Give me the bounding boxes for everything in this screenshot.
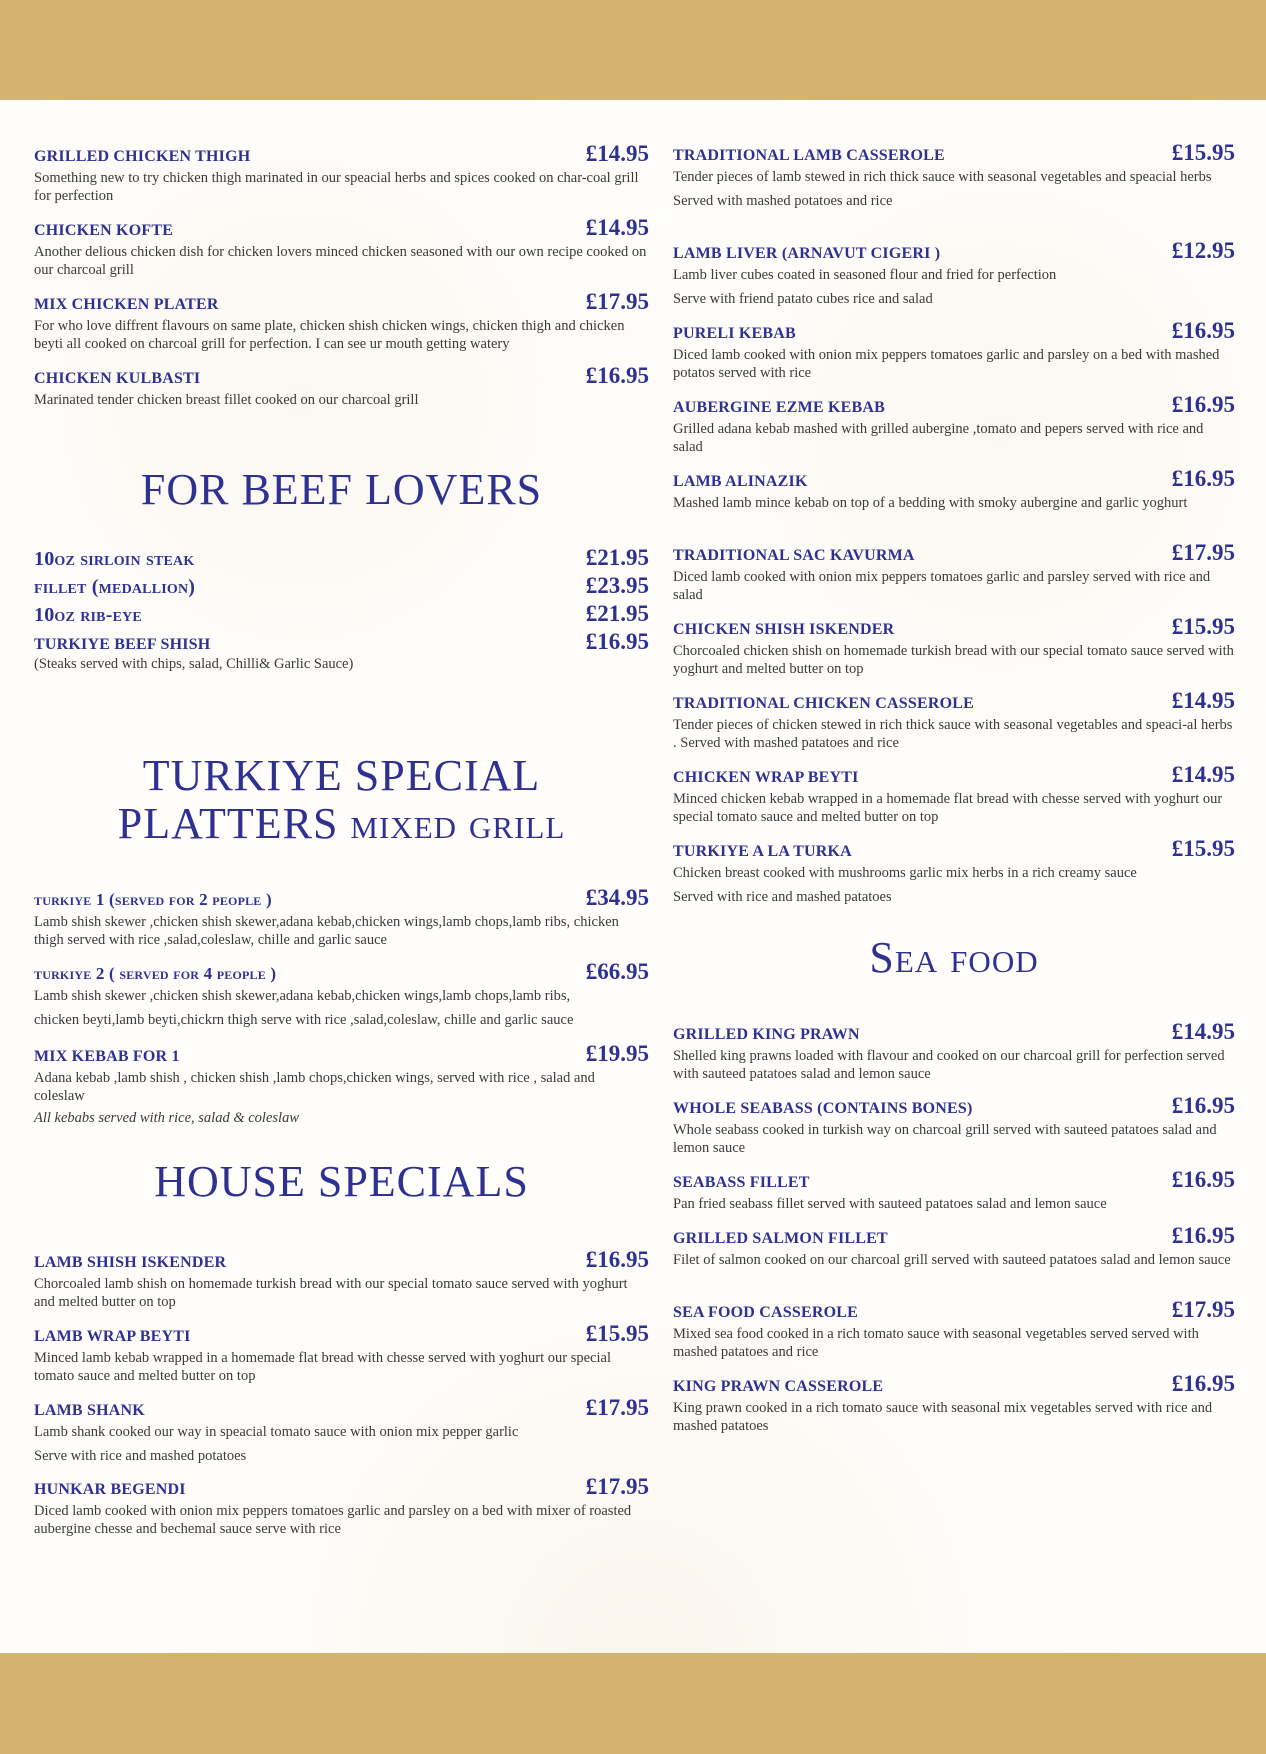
menu-item xyxy=(34,885,649,949)
menu-item xyxy=(34,1041,649,1105)
item-description: Tender pieces of lamb stewed in rich thick sauce with seasonal vegetables and speacial herbs xyxy=(673,169,1212,185)
item-price: £34.95 xyxy=(585,885,649,910)
item-description-extra: Served with rice and mashed patatoes xyxy=(673,889,892,905)
item-price: £16.95 xyxy=(585,629,649,654)
item-description: For who love diffrent flavours on same plate, chicken shish chicken wings, chicken thigh and chicken beyti all cooked on charcoal grill for perfection. I can see ur mouth getting watery xyxy=(34,318,625,352)
menu-item xyxy=(34,959,649,1029)
item-description: Whole seabass cooked in turkish way on charcoal grill served with sauteed patatoes salad and lemon sauce xyxy=(673,1122,1217,1156)
item-price: £15.95 xyxy=(1171,836,1235,861)
item-price: £15.95 xyxy=(1171,140,1235,165)
item-price: £14.95 xyxy=(1171,688,1235,713)
platters-title-line2a: PLATTERS xyxy=(117,799,339,849)
menu-item xyxy=(673,140,1235,210)
section-title-seafood: Sea food xyxy=(869,933,1039,982)
item-description: Grilled adana kebab mashed with grilled aubergine ,tomato and pepers served with rice and salad xyxy=(673,421,1204,455)
item-description-extra: chicken beyti,lamb beyti,chickrn thigh serve with rice ,salad,coleslaw, chille and garlic sauce xyxy=(34,1012,574,1028)
item-name: TRADITIONAL CHICKEN CASSEROLE xyxy=(673,695,974,712)
item-description: Lamb shank cooked our way in speacial tomato sauce with onion mix pepper garlic xyxy=(34,1424,519,1440)
menu-item xyxy=(673,466,1235,512)
item-name: GRILLED SALMON FILLET xyxy=(673,1230,888,1247)
menu-item xyxy=(673,688,1235,752)
kebab-note: All kebabs served with rice, salad & coleslaw xyxy=(34,1110,299,1126)
item-name: AUBERGINE EZME KEBAB xyxy=(673,399,886,416)
item-name: LAMB LIVER (ARNAVUT CIGERI ) xyxy=(673,245,941,262)
item-name: SEA FOOD CASSEROLE xyxy=(673,1304,858,1321)
item-price: £17.95 xyxy=(585,1474,649,1499)
item-description: Minced chicken kebab wrapped in a homemade flat bread with chesse served with yoghurt our special tomato sauce and melted butter on top xyxy=(673,791,1223,825)
item-price: £15.95 xyxy=(585,1321,649,1346)
platters-title-line2 xyxy=(34,800,649,848)
item-description: King prawn cooked in a rich tomato sauce with seasonal mix vegetables served with rice and mashed patatoes xyxy=(673,1400,1213,1434)
item-name: CHICKEN WRAP BEYTI xyxy=(673,769,859,786)
item-name: TURKIYE BEEF SHISH xyxy=(34,636,211,653)
menu-item xyxy=(34,573,649,599)
item-price: £14.95 xyxy=(1171,762,1235,787)
item-name: KING PRAWN CASSEROLE xyxy=(673,1378,884,1395)
item-price: £16.95 xyxy=(1171,1093,1235,1118)
menu-item xyxy=(673,1167,1235,1213)
item-price: £17.95 xyxy=(1171,540,1235,565)
item-name: TURKIYE A LA TURKA xyxy=(673,843,852,860)
menu-item xyxy=(34,141,649,205)
item-price: £21.95 xyxy=(585,601,649,626)
menu-item xyxy=(673,614,1235,678)
right-column xyxy=(673,0,1235,1754)
item-name: TRADITIONAL LAMB CASSEROLE xyxy=(673,147,945,164)
section-title-platters xyxy=(34,752,649,849)
item-name: CHICKEN KULBASTI xyxy=(34,370,201,387)
item-name: LAMB ALINAZIK xyxy=(673,473,808,490)
item-name: PURELI KEBAB xyxy=(673,325,796,342)
beef-note: (Steaks served with chips, salad, Chilli& Garlic Sauce) xyxy=(34,656,354,672)
item-description: Mashed lamb mince kebab on top of a bedding with smoky aubergine and garlic yoghurt xyxy=(673,495,1188,511)
item-price: £17.95 xyxy=(585,289,649,314)
item-price: £14.95 xyxy=(585,215,649,240)
item-price: £14.95 xyxy=(585,141,649,166)
item-price: £17.95 xyxy=(1171,1297,1235,1322)
item-price: £23.95 xyxy=(585,573,649,598)
item-name: LAMB WRAP BEYTI xyxy=(34,1328,191,1345)
menu-item xyxy=(34,601,649,627)
item-description: Chicken breast cooked with mushrooms garlic mix herbs in a rich creamy sauce xyxy=(673,865,1137,881)
item-description: Filet of salmon cooked on our charcoal grill served with sauteed patatoes salad and lemon sauce xyxy=(673,1252,1231,1268)
menu-item xyxy=(673,238,1235,308)
item-description: Another delious chicken dish for chicken lovers minced chicken seasoned with our own recipe cooked on our charcoal grill xyxy=(34,244,647,278)
item-description: Adana kebab ,lamb shish , chicken shish ,lamb chops,chicken wings, served with rice , salad and coleslaw xyxy=(34,1070,595,1104)
item-description: Mixed sea food cooked in a rich tomato sauce with seasonal vegetables served served with mashed patatoes and rice xyxy=(673,1326,1199,1360)
item-description: Something new to try chicken thigh marinated in our speacial herbs and spices cooked on char-coal grill for perfection xyxy=(34,170,639,204)
item-name: turkiye 1 (served for 2 people ) xyxy=(34,890,272,909)
menu-item xyxy=(673,1093,1235,1157)
item-description: Diced lamb cooked with onion mix peppers tomatoes garlic and parsley on a bed with mixer of roasted aubergine chesse and bechemal sauce serve with rice xyxy=(34,1503,632,1537)
menu-item xyxy=(673,1371,1235,1435)
item-price: £16.95 xyxy=(585,363,649,388)
item-price: £12.95 xyxy=(1171,238,1235,263)
menu-item xyxy=(34,363,649,409)
item-name: HUNKAR BEGENDI xyxy=(34,1481,186,1498)
item-name: CHICKEN KOFTE xyxy=(34,222,174,239)
menu-item xyxy=(673,1019,1235,1083)
item-name: 10oz sirloin steak xyxy=(34,548,195,570)
item-description: Shelled king prawns loaded with flavour and cooked on our charcoal grill for perfection served with sauteed patatoes salad and lemon sauce xyxy=(673,1048,1225,1082)
item-description: Diced lamb cooked with onion mix peppers tomatoes garlic and parsley served with rice and salad xyxy=(673,569,1211,603)
left-column xyxy=(34,0,649,1754)
item-description: Tender pieces of chicken stewed in rich thick sauce with seasonal vegetables and speaci-al herbs . Served with mashed patatoes and rice xyxy=(673,717,1233,751)
item-price: £19.95 xyxy=(585,1041,649,1066)
item-description: Lamb shish skewer ,chicken shish skewer,adana kebab,chicken wings,lamb chops,lamb ribs, chicken thigh served with rice ,salad,coleslaw, chille and garlic sauce xyxy=(34,914,619,948)
item-name: GRILLED KING PRAWN xyxy=(673,1026,860,1043)
menu-item xyxy=(673,836,1235,906)
menu-item xyxy=(34,1247,649,1311)
item-name: LAMB SHANK xyxy=(34,1402,145,1419)
item-name: fillet (medallion) xyxy=(34,576,196,598)
item-price: £16.95 xyxy=(1171,318,1235,343)
menu-item xyxy=(34,215,649,279)
item-description-extra: Served with mashed potatoes and rice xyxy=(673,193,893,209)
menu-item xyxy=(673,762,1235,826)
item-description: Minced lamb kebab wrapped in a homemade flat bread with chesse served with yoghurt our special tomato sauce and melted butter on top xyxy=(34,1350,611,1384)
item-name: TRADITIONAL SAC KAVURMA xyxy=(673,547,915,564)
section-title-beef: FOR BEEF LOVERS xyxy=(140,465,543,514)
platters-title-line2b: mixed grill xyxy=(350,799,566,849)
item-price: £17.95 xyxy=(585,1395,649,1420)
item-name: turkiye 2 ( served for 4 people ) xyxy=(34,964,277,983)
menu-item xyxy=(673,540,1235,604)
item-name: MIX KEBAB FOR 1 xyxy=(34,1048,180,1065)
item-name: SEABASS FILLET xyxy=(673,1174,810,1191)
item-description: Chorcoaled lamb shish on homemade turkish bread with our special tomato sauce served with yoghurt and melted butter on top xyxy=(34,1276,628,1310)
item-description-extra: Serve with friend patato cubes rice and salad xyxy=(673,291,933,307)
item-description: Lamb liver cubes coated in seasoned flour and fried for perfection xyxy=(673,267,1057,283)
menu-item xyxy=(34,545,649,571)
menu-item xyxy=(34,1395,649,1465)
menu-item xyxy=(34,289,649,353)
item-price: £16.95 xyxy=(1171,392,1235,417)
item-name: WHOLE SEABASS (CONTAINS BONES) xyxy=(673,1100,973,1117)
item-price: £16.95 xyxy=(1171,1167,1235,1192)
menu-item xyxy=(34,629,649,655)
item-price: £15.95 xyxy=(1171,614,1235,639)
item-price: £16.95 xyxy=(1171,1371,1235,1396)
item-price: £16.95 xyxy=(585,1247,649,1272)
menu-item xyxy=(34,1321,649,1385)
item-price: £16.95 xyxy=(1171,1223,1235,1248)
item-name: MIX CHICKEN PLATER xyxy=(34,296,219,313)
item-description: Marinated tender chicken breast fillet cooked on our charcoal grill xyxy=(34,392,419,408)
item-price: £66.95 xyxy=(585,959,649,984)
item-description: Chorcoaled chicken shish on homemade turkish bread with our special tomato sauce served with yoghurt and melted butter on top xyxy=(673,643,1234,677)
item-name: 10oz rib-eye xyxy=(34,604,142,626)
item-description-extra: Serve with rice and mashed potatoes xyxy=(34,1448,247,1464)
menu-item xyxy=(673,318,1235,382)
item-name: LAMB SHISH ISKENDER xyxy=(34,1254,227,1271)
platters-title-line1: TURKIYE SPECIAL xyxy=(142,751,541,800)
section-title-house-specials: HOUSE SPECIALS xyxy=(154,1157,529,1206)
menu-item xyxy=(673,392,1235,456)
item-price: £14.95 xyxy=(1171,1019,1235,1044)
item-name: GRILLED CHICKEN THIGH xyxy=(34,148,251,165)
menu-item xyxy=(673,1223,1235,1269)
item-price: £16.95 xyxy=(1171,466,1235,491)
item-name: CHICKEN SHISH ISKENDER xyxy=(673,621,895,638)
item-description: Diced lamb cooked with onion mix peppers tomatoes garlic and parsley on a bed with mashed potatos served with rice xyxy=(673,347,1220,381)
menu-item xyxy=(673,1297,1235,1361)
item-description: Lamb shish skewer ,chicken shish skewer,adana kebab,chicken wings,lamb chops,lamb ribs, xyxy=(34,988,571,1004)
item-price: £21.95 xyxy=(585,545,649,570)
item-description: Pan fried seabass fillet served with sauteed patatoes salad and lemon sauce xyxy=(673,1196,1107,1212)
menu-item xyxy=(34,1474,649,1538)
